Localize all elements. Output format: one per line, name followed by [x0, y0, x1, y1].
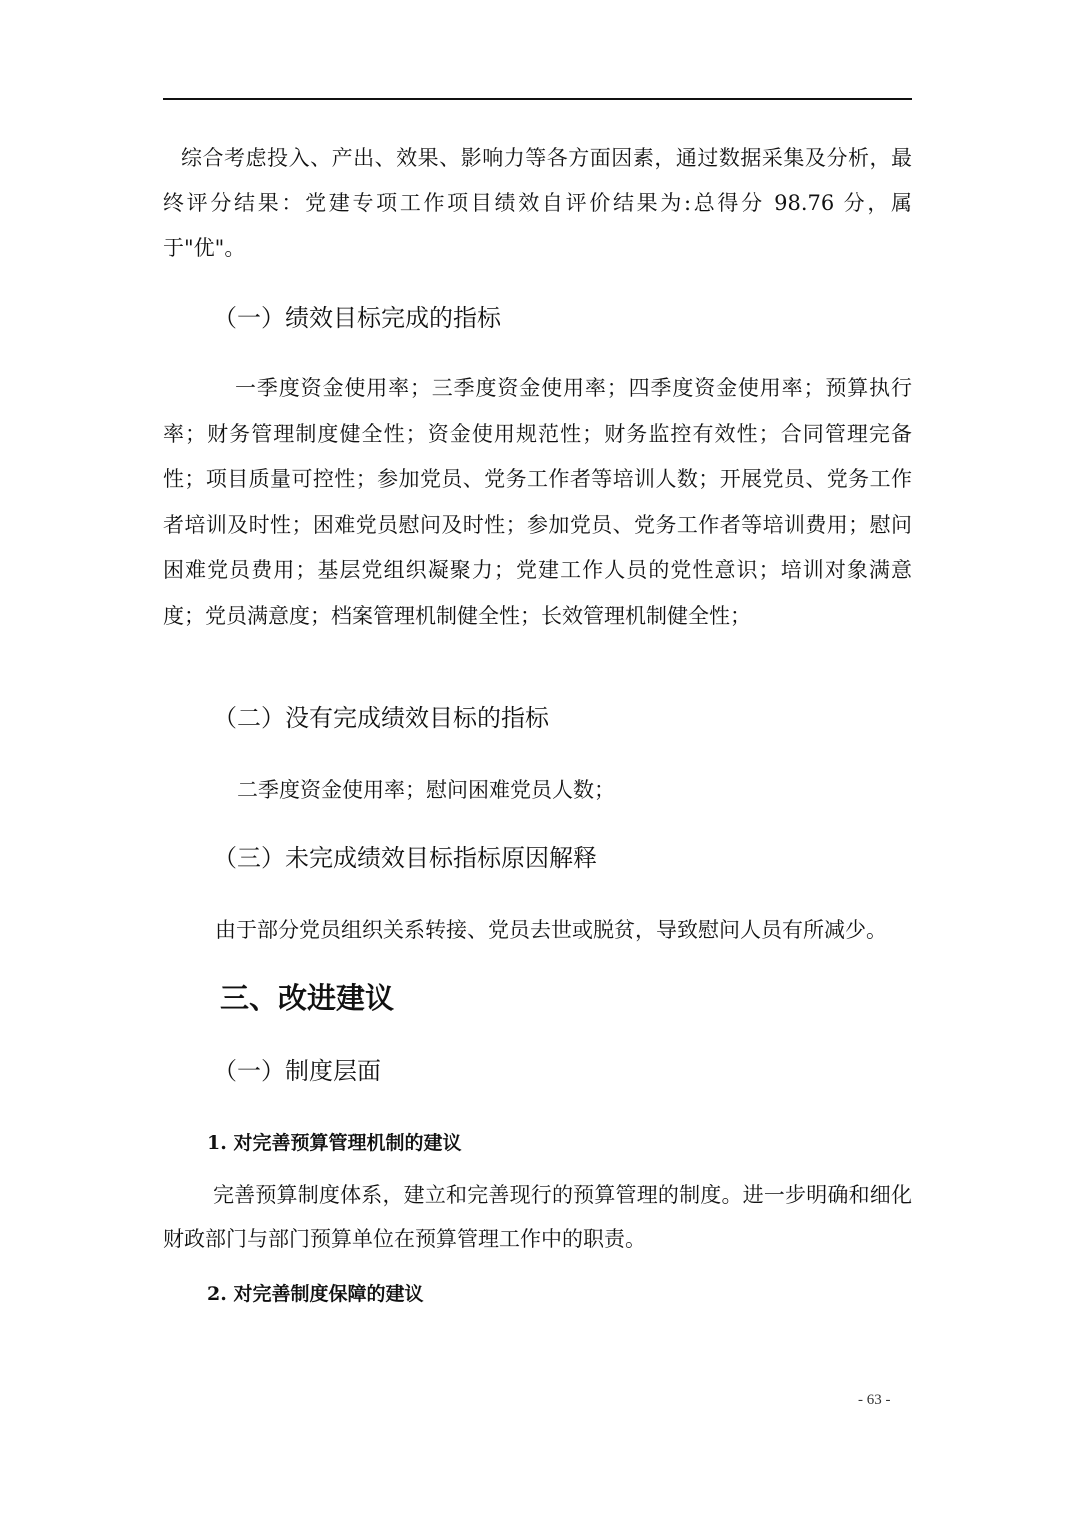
reason-paragraph: 由于部分党员组织关系转接、党员去世或脱贫，导致慰问人员有所减少。: [215, 918, 887, 942]
item-heading-budget-mechanism: 1. 对完善预算管理机制的建议: [207, 1132, 462, 1154]
heading-uncompleted-indicators: （二）没有完成绩效目标的指标: [213, 704, 549, 732]
header-rule: [163, 98, 912, 100]
uncompleted-indicators-paragraph: 二季度资金使用率；慰问困难党员人数；: [237, 778, 615, 802]
item-heading-system-guarantee: 2. 对完善制度保障的建议: [207, 1283, 424, 1305]
chapter-heading-suggestions: 三、改进建议: [220, 981, 395, 1015]
heading-system-level: （一）制度层面: [213, 1057, 381, 1085]
intro-paragraph: 综合考虑投入、产出、效果、影响力等各方面因素，通过数据采集及分析，最终评分结果：党建专项工作项目绩效自评价结果为:总得分 98.76 分，属于"优"。: [163, 146, 912, 260]
completed-indicators-paragraph: 一季度资金使用率；三季度资金使用率；四季度资金使用率；预算执行率；财务管理制度健全性；资金使用规范性；财务监控有效性；合同管理完备性；项目质量可控性；参加党员、党务工作者等培训人数；开展党员、党务工作者培训及时性；困难党员慰问及时性；参加党员、党务工作者等培训费用；慰问困难党员费用；基层党组织凝聚力；党建工作人员的党性意识；培训对象满意度；党员满意度；档案管理机制健全性；长效管理机制健全性；: [163, 376, 912, 628]
heading-reason: （三）未完成绩效目标指标原因解释: [213, 844, 597, 872]
heading-completed-indicators: （一）绩效目标完成的指标: [213, 304, 501, 332]
budget-suggestion-paragraph: 完善预算制度体系，建立和完善现行的预算管理的制度。进一步明确和细化财政部门与部门预算单位在预算管理工作中的职责。: [163, 1183, 912, 1251]
page-number: - 63 -: [858, 1392, 891, 1408]
